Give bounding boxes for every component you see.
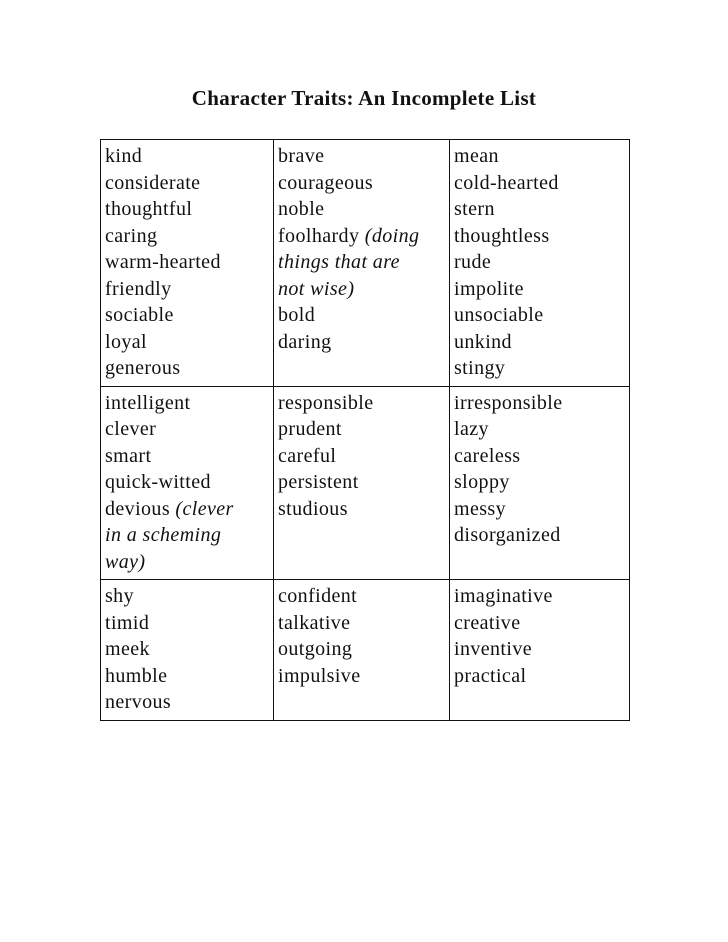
trait-word: unkind <box>454 330 512 353</box>
table-row <box>101 580 630 721</box>
trait-word: generous <box>105 357 181 379</box>
trait-line <box>454 143 626 170</box>
table-row <box>101 386 630 580</box>
trait-line <box>454 469 626 496</box>
trait-line <box>105 249 270 276</box>
trait-line <box>454 610 626 637</box>
trait-line <box>454 355 626 382</box>
traits-table <box>100 139 630 721</box>
trait-word: stern <box>454 198 495 220</box>
trait-word: studious <box>278 497 348 520</box>
trait-word: prudent <box>278 418 342 440</box>
trait-word: warm-hearted <box>105 251 221 273</box>
trait-line <box>105 196 270 223</box>
trait-line <box>278 636 446 663</box>
trait-line <box>105 583 270 610</box>
trait-word: impolite <box>454 277 524 300</box>
trait-line <box>278 196 446 223</box>
trait-word: sociable <box>105 304 174 326</box>
trait-line <box>105 390 270 417</box>
trait-word: timid <box>105 611 150 634</box>
trait-line <box>278 249 446 276</box>
trait-line <box>454 443 626 470</box>
trait-line <box>454 196 626 223</box>
trait-word: rude <box>454 251 492 273</box>
trait-word: quick-witted <box>105 471 211 493</box>
trait-line <box>105 170 270 197</box>
trait-line <box>278 583 446 610</box>
trait-line <box>278 276 446 303</box>
trait-cell <box>274 386 450 580</box>
trait-line <box>105 522 270 549</box>
trait-line <box>454 416 626 443</box>
trait-word: considerate <box>105 171 201 194</box>
trait-note: in a scheming <box>105 524 222 546</box>
trait-line <box>454 329 626 356</box>
trait-word: smart <box>105 444 152 467</box>
trait-line <box>454 302 626 329</box>
trait-word: devious <box>105 497 176 520</box>
trait-line <box>105 443 270 470</box>
trait-word: careless <box>454 444 521 467</box>
trait-word: confident <box>278 585 358 607</box>
trait-cell <box>101 580 274 721</box>
trait-cell <box>450 386 630 580</box>
trait-word: friendly <box>105 277 172 300</box>
trait-word: creative <box>454 611 521 634</box>
trait-word: talkative <box>278 611 351 634</box>
trait-line <box>454 583 626 610</box>
page-title: Character Traits: An Incomplete List <box>191 86 537 110</box>
trait-word: unsociable <box>454 304 544 326</box>
trait-line <box>105 416 270 443</box>
trait-line <box>454 636 626 663</box>
trait-line <box>105 355 270 382</box>
trait-line <box>105 143 270 170</box>
trait-word: irresponsible <box>454 391 563 414</box>
trait-line <box>454 496 626 523</box>
trait-line <box>105 663 270 690</box>
trait-word: sloppy <box>454 471 510 493</box>
trait-cell <box>101 386 274 580</box>
trait-line <box>278 496 446 523</box>
trait-note: things that are <box>278 251 400 273</box>
trait-word: practical <box>454 664 527 687</box>
trait-line <box>454 249 626 276</box>
trait-line <box>105 636 270 663</box>
trait-line <box>454 223 626 250</box>
trait-word: kind <box>105 145 143 167</box>
trait-line <box>105 689 270 716</box>
trait-word: bold <box>278 304 316 326</box>
trait-line <box>105 496 270 523</box>
trait-word: loyal <box>105 330 147 353</box>
trait-word: thoughtless <box>454 224 550 247</box>
trait-word: inventive <box>454 638 533 660</box>
trait-word: shy <box>105 585 134 607</box>
trait-word: intelligent <box>105 391 191 414</box>
traits-table-body <box>101 140 630 721</box>
trait-line <box>278 663 446 690</box>
trait-line <box>105 223 270 250</box>
trait-word: imaginative <box>454 585 553 607</box>
trait-word: clever <box>105 418 157 440</box>
trait-word: careful <box>278 444 337 467</box>
trait-line <box>278 469 446 496</box>
trait-word: foolhardy <box>278 224 365 247</box>
trait-word: persistent <box>278 471 359 493</box>
trait-note: (clever <box>175 497 234 520</box>
trait-word: humble <box>105 664 168 687</box>
trait-line <box>105 276 270 303</box>
trait-cell <box>101 140 274 387</box>
trait-note: not wise) <box>278 277 355 300</box>
trait-line <box>278 390 446 417</box>
trait-word: daring <box>278 330 332 353</box>
trait-line <box>105 302 270 329</box>
trait-word: thoughtful <box>105 198 193 220</box>
trait-cell <box>274 580 450 721</box>
trait-line <box>278 170 446 197</box>
trait-word: mean <box>454 145 499 167</box>
trait-word: outgoing <box>278 638 353 660</box>
trait-line <box>454 663 626 690</box>
trait-line <box>278 223 446 250</box>
trait-word: cold-hearted <box>454 171 559 194</box>
trait-line <box>454 522 626 549</box>
trait-line <box>278 610 446 637</box>
trait-word: messy <box>454 497 506 520</box>
trait-line <box>105 329 270 356</box>
trait-word: noble <box>278 198 325 220</box>
trait-line <box>278 416 446 443</box>
trait-line <box>278 302 446 329</box>
trait-word: caring <box>105 224 158 247</box>
trait-word: disorganized <box>454 524 561 546</box>
trait-word: lazy <box>454 418 489 440</box>
trait-line <box>278 143 446 170</box>
trait-note: (doing <box>364 224 420 247</box>
trait-cell <box>450 580 630 721</box>
trait-line <box>105 469 270 496</box>
trait-line <box>454 390 626 417</box>
trait-cell <box>274 140 450 387</box>
trait-word: stingy <box>454 357 506 379</box>
trait-word: impulsive <box>278 664 361 687</box>
trait-line <box>105 610 270 637</box>
trait-cell <box>450 140 630 387</box>
table-row <box>101 140 630 387</box>
trait-word: brave <box>278 145 325 167</box>
trait-word: nervous <box>105 691 172 713</box>
trait-line <box>278 443 446 470</box>
trait-word: courageous <box>278 171 374 194</box>
trait-line <box>278 329 446 356</box>
trait-line <box>105 549 270 576</box>
trait-line <box>454 276 626 303</box>
trait-note: way) <box>105 550 146 573</box>
trait-line <box>454 170 626 197</box>
trait-word: meek <box>105 638 150 660</box>
trait-word: responsible <box>278 391 374 414</box>
